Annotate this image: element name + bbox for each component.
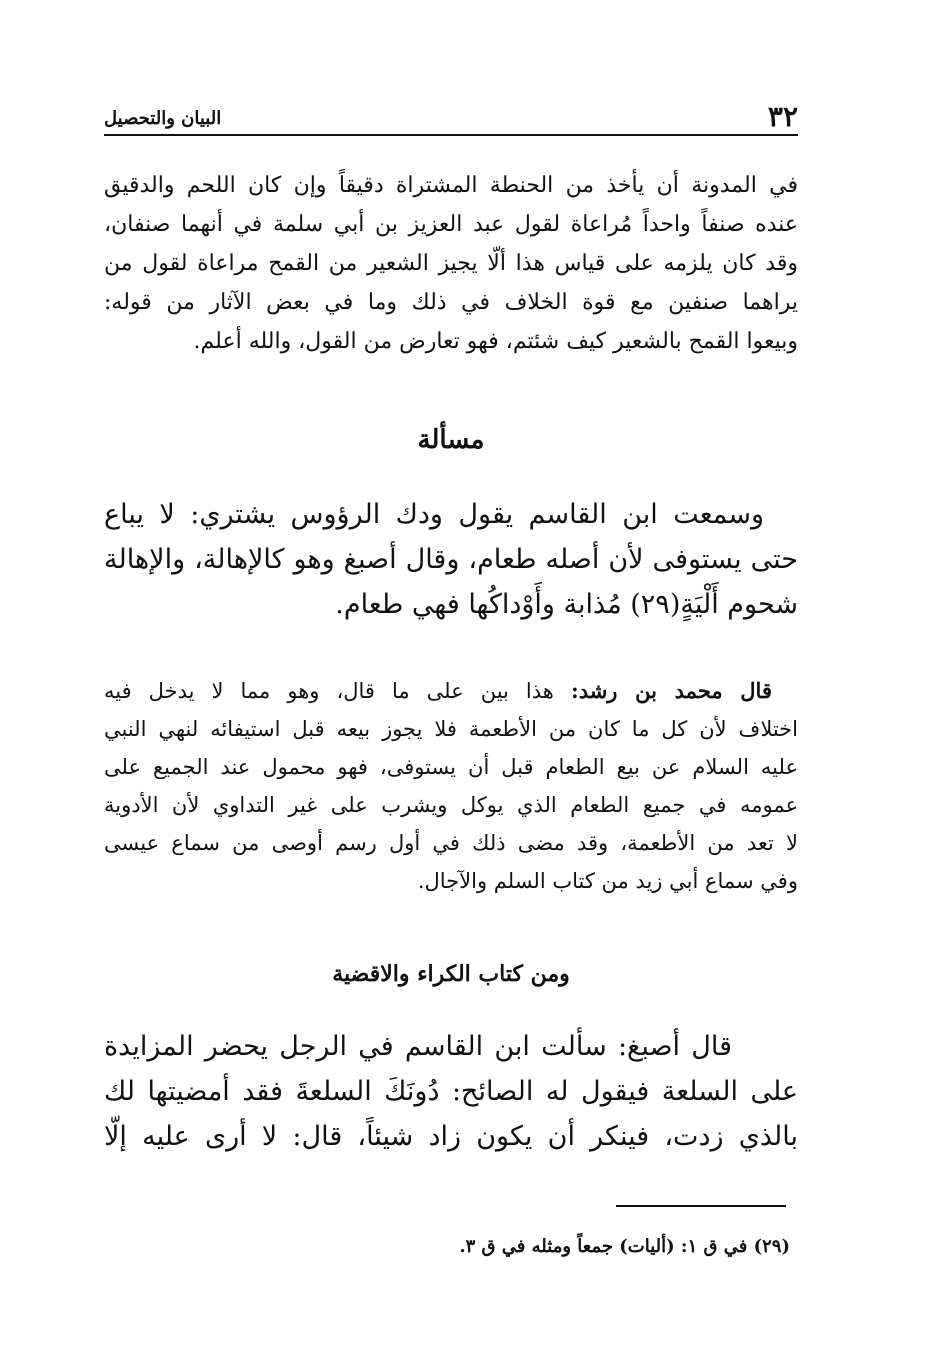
text-line: وبيعوا القمح بالشعير كيف شئتم، فهو تعارض من القول، والله أعلم. — [193, 329, 798, 354]
text-line — [104, 672, 798, 710]
footnote-separator — [616, 1205, 786, 1207]
text-line: عنده صنفاً واحداً مُراعاة لقول عبد العزيز بن أبي سلمة في أنهما صنفان، — [104, 212, 798, 237]
running-header — [104, 100, 798, 136]
page-number: ٣٢ — [767, 100, 798, 133]
paragraph-2 — [104, 492, 798, 627]
text-line: وقد كان يلزمه على قياس هذا ألّا يجيز الشعير من القمح مراعاة لقول من — [104, 251, 798, 276]
text-line: بالذي زدت، فينكر أن يكون زاد شيئاً، قال: لا أرى عليه إلّا — [104, 1121, 798, 1152]
text-line: وفي سماع أبي زيد من كتاب السلم والآجال. — [417, 869, 798, 893]
text-line: وسمعت ابن القاسم يقول ودك الرؤوس يشتري: لا يباع — [104, 499, 764, 530]
text-line: حتى يستوفى لأن أصله طعام، وقال أصبغ وهو كالإهالة، والإهالة — [104, 544, 798, 575]
text-line: اختلاف لأن كل ما كان من الأطعمة فلا يجوز بيعه قبل استيفائه لنهي النبي — [104, 717, 798, 741]
section-heading-masala: مسألة — [417, 425, 485, 455]
text-line: شحوم أَلْيَةٍ(٢٩) مُذابة وأَوْداكُها فهي طعام. — [335, 589, 798, 620]
text-span: هذا بين على ما قال، وهو مما لا يدخل فيه — [104, 679, 554, 703]
text-line: في المدونة أن يأخذ من الحنطة المشتراة دقيقاً وإن كان اللحم والدقيق — [104, 173, 798, 198]
paragraph-1 — [104, 166, 798, 361]
text-line: عليه السلام عن بيع الطعام قبل أن يستوفى، فهو محمول عند الجميع على — [104, 755, 798, 779]
text-line: يراهما صنفين مع قوة الخلاف في ذلك وما في بعض الآثار من قوله: — [104, 290, 798, 315]
paragraph-4 — [104, 1024, 798, 1159]
text-line: على السلعة فيقول له الصائح: دُونَكَ السلعةَ فقد أمضيتها لك — [104, 1076, 798, 1107]
section-heading-kira: ومن كتاب الكراء والاقضية — [332, 961, 570, 987]
footnote: (٢٩) في ق ١: (أليات) جمعاً ومثله في ق ٣. — [459, 1236, 790, 1257]
paragraph-3 — [104, 672, 798, 900]
text-line: عمومه في جميع الطعام الذي يوكل ويشرب على غير التداوي لأن الأدوية — [104, 793, 798, 817]
speaker-lead: قال محمد بن رشد: — [570, 678, 772, 703]
text-line: قال أصبغ: سألت ابن القاسم في الرجل يحضر المزايدة — [104, 1031, 732, 1062]
text-line: لا تعد من الأطعمة، وقد مضى ذلك في أول رسم أوصى من سماع عيسى — [104, 831, 798, 855]
running-title: البيان والتحصيل — [104, 108, 222, 129]
